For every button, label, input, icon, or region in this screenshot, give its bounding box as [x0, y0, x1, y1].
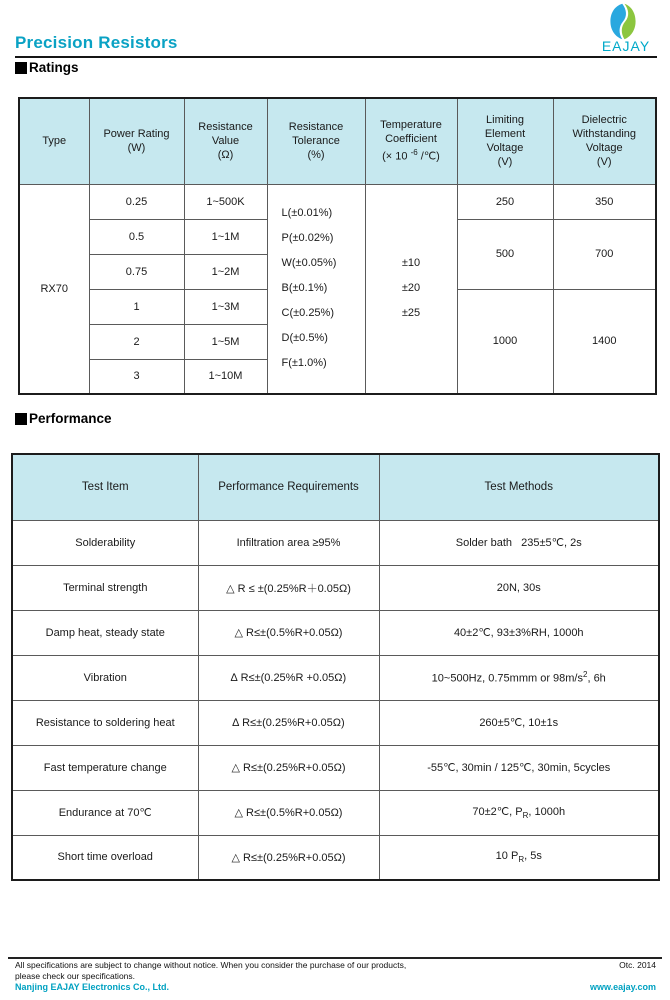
test-item-cell: Resistance to soldering heat — [12, 700, 198, 745]
method-cell: -55℃, 30min / 125℃, 30min, 5cycles — [379, 745, 659, 790]
header-test-methods: Test Methods — [379, 454, 659, 520]
requirement-cell: ∆ R≤±(0.25%R+0.05Ω) — [198, 700, 379, 745]
performance-row — [12, 655, 659, 700]
limiting-voltage-cell: 250 — [457, 184, 553, 219]
footer-company: Nanjing EAJAY Electronics Co., Ltd. — [15, 982, 170, 992]
ratings-section-heading — [15, 60, 79, 75]
requirement-cell: ∆ R≤±(0.25%R +0.05Ω) — [198, 655, 379, 700]
limiting-voltage-cell: 500 — [457, 219, 553, 289]
test-item-cell: Terminal strength — [12, 565, 198, 610]
range-cell: 1~10M — [184, 359, 267, 394]
tolerance-cell: L(±0.01%) P(±0.02%) W(±0.05%) B(±0.1%) C(±0.25%) D(±0.5%) F(±1.0%) — [267, 184, 365, 394]
ratings-row — [19, 184, 656, 219]
requirement-cell: △ R≤±(0.5%R+0.05Ω) — [198, 610, 379, 655]
dielectric-voltage-cell: 700 — [553, 219, 656, 289]
method-cell: 70±2℃, $P_R$, 1000h — [379, 790, 659, 835]
performance-row — [12, 520, 659, 565]
range-cell: 1~1M — [184, 219, 267, 254]
range-cell: 1~500K — [184, 184, 267, 219]
power-cell: 1 — [89, 289, 184, 324]
eajay-logo-text: EAJAY — [601, 38, 651, 54]
power-cell: 3 — [89, 359, 184, 394]
performance-row — [12, 565, 659, 610]
footer-disclaimer: All specifications are subject to change without notice. When you consider the purchase of our products, please check our specifications. — [15, 960, 407, 981]
test-item-cell: Short time overload — [12, 835, 198, 880]
footer-divider — [8, 957, 662, 959]
performance-row — [12, 610, 659, 655]
requirement-cell: △ R ≤ ±(0.25%R＋0.05Ω) — [198, 565, 379, 610]
test-item-cell: Fast temperature change — [12, 745, 198, 790]
test-item-cell: Damp heat, steady state — [12, 610, 198, 655]
power-cell: 0.25 — [89, 184, 184, 219]
requirement-cell: △ R≤±(0.5%R+0.05Ω) — [198, 790, 379, 835]
header-resistance-tolerance: Resistance Tolerance (%) — [267, 98, 365, 184]
ratings-table — [18, 97, 657, 395]
type-cell: RX70 — [19, 184, 89, 394]
test-item-cell: Endurance at 70℃ — [12, 790, 198, 835]
limiting-voltage-cell: 1000 — [457, 289, 553, 394]
header-temperature-coefficient: Temperature Coefficient (× 10 $^{-6}$ /℃) — [365, 98, 457, 184]
range-cell: 1~5M — [184, 324, 267, 359]
ratings-section-label: Ratings — [29, 60, 79, 75]
method-cell: Solder bath 235±5℃, 2s — [379, 520, 659, 565]
dielectric-voltage-cell: 1400 — [553, 289, 656, 394]
range-cell: 1~3M — [184, 289, 267, 324]
dielectric-voltage-cell: 350 — [553, 184, 656, 219]
power-cell: 0.75 — [89, 254, 184, 289]
performance-section-heading — [15, 411, 112, 426]
header-dielectric-voltage: Dielectric Withstanding Voltage (V) — [553, 98, 656, 184]
performance-row — [12, 790, 659, 835]
ratings-header-row — [19, 98, 656, 184]
method-cell: 40±2℃, 93±3%RH, 1000h — [379, 610, 659, 655]
requirement-cell: △ R≤±(0.25%R+0.05Ω) — [198, 745, 379, 790]
footer-date: Otc. 2014 — [619, 960, 656, 970]
header-test-item: Test Item — [12, 454, 198, 520]
eajay-logo-icon — [605, 3, 641, 40]
range-cell: 1~2M — [184, 254, 267, 289]
test-item-cell: Solderability — [12, 520, 198, 565]
section-square-icon — [15, 413, 27, 425]
power-cell: 2 — [89, 324, 184, 359]
footer-website: www.eajay.com — [589, 982, 656, 992]
requirement-cell: △ R≤±(0.25%R+0.05Ω) — [198, 835, 379, 880]
performance-row — [12, 745, 659, 790]
performance-section-label: Performance — [29, 411, 112, 426]
method-cell: 10 $P_R$, 5s — [379, 835, 659, 880]
temp-coefficient-cell: ±10 ±20 ±25 — [365, 184, 457, 394]
power-cell: 0.5 — [89, 219, 184, 254]
header-resistance-value: Resistance Value (Ω) — [184, 98, 267, 184]
method-cell: 260±5℃, 10±1s — [379, 700, 659, 745]
performance-row — [12, 835, 659, 880]
method-cell: 10~500Hz, 0.75mmm or $98m/s^2$, 6h — [379, 655, 659, 700]
performance-header-row — [12, 454, 659, 520]
method-cell: 20N, 30s — [379, 565, 659, 610]
test-item-cell: Vibration — [12, 655, 198, 700]
performance-table — [11, 453, 660, 881]
section-square-icon — [15, 62, 27, 74]
page-title: Precision Resistors — [15, 33, 178, 52]
requirement-cell: Infiltration area ≥95% — [198, 520, 379, 565]
header-divider — [15, 56, 657, 58]
performance-row — [12, 700, 659, 745]
header-performance-requirements: Performance Requirements — [198, 454, 379, 520]
header-type: Type — [19, 98, 89, 184]
header-limiting-voltage: Limiting Element Voltage (V) — [457, 98, 553, 184]
header-power-rating: Power Rating (W) — [89, 98, 184, 184]
